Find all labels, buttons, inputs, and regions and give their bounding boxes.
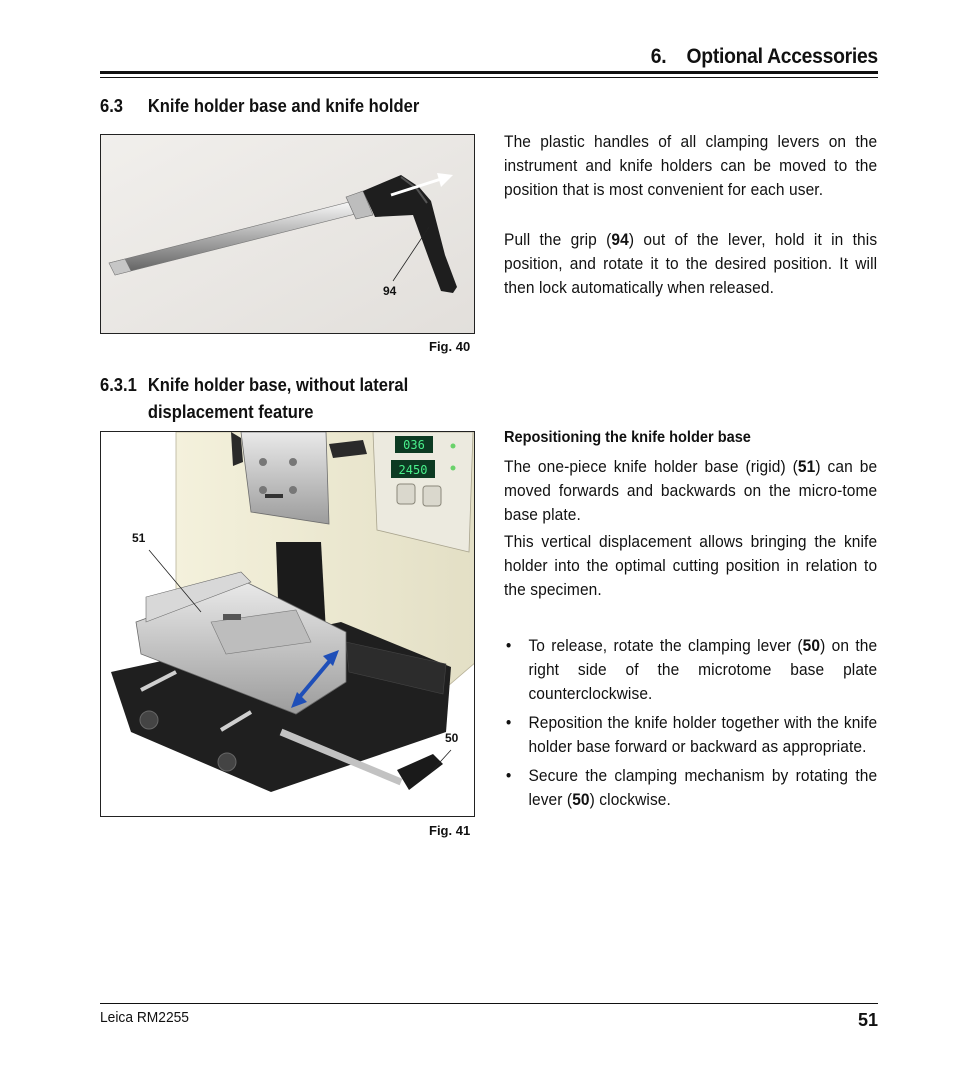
section-6-3-paragraph-1: The plastic handles of all clamping levers on the instrument and knife holders can be moved to the position that is most convenient for each user. (504, 133, 878, 199)
section-6-3-paragraph-2 (504, 228, 877, 300)
text-run: The one-piece knife holder base (rigid) ( (504, 458, 798, 476)
header-rule-thin (100, 77, 878, 78)
callout-50: 50 (445, 731, 459, 745)
section-title: Knife holder base and knife holder (147, 96, 420, 116)
text-run: Reposition the knife holder together with the knife holder base forward or backward as appropriate. (528, 714, 878, 756)
text-run: Pull the grip ( (504, 231, 612, 249)
section-heading-6-3-1 (100, 372, 408, 426)
section-number: 6.3 (100, 96, 124, 116)
knife-holder-lever-photo (101, 135, 475, 334)
microtome-photo (101, 432, 475, 817)
reference-51: 51 (797, 458, 816, 476)
figure-40-image (100, 134, 475, 334)
section-number: 6.3.1 (100, 375, 137, 395)
text-run: ) can be moved forwards and backwards on the micro-tome base plate. (504, 458, 878, 524)
reference-50: 50 (572, 791, 590, 809)
list-item (504, 764, 877, 812)
page-number: 51 (857, 1010, 878, 1030)
figure-41-caption: Fig. 41 (429, 823, 471, 838)
subheading-repositioning: Repositioning the knife holder base (504, 429, 751, 446)
chapter-heading (651, 45, 878, 69)
section-heading-6-3 (100, 96, 419, 117)
figure-41-image (100, 431, 475, 817)
display-top-readout: 036 (403, 438, 425, 452)
chapter-title: Optional Accessories (686, 45, 878, 68)
chapter-number: 6. (650, 45, 667, 68)
reference-50: 50 (802, 637, 821, 655)
section-6-3-1-paragraph-1 (504, 455, 877, 527)
instruction-list (504, 634, 877, 817)
text-run: ) on the right side of the microtome base plate counterclockwise. (528, 637, 878, 703)
footer-rule (100, 1003, 878, 1004)
reference-94: 94 (611, 231, 629, 249)
text-run: ) out of the lever, hold it in this position, and rotate it to the desired position. It will then lock automatically when released. (504, 231, 878, 297)
text-run: To release, rotate the clamping lever ( (528, 637, 803, 655)
section-title-line1: Knife holder base, without lateral (147, 375, 409, 395)
section-6-3-1-paragraph-2: This vertical displacement allows bringing the knife holder into the optimal cutting position in relation to the specimen. (504, 533, 878, 599)
figure-40-caption: Fig. 40 (429, 339, 471, 354)
callout-94: 94 (383, 284, 397, 298)
display-bottom-readout: 2450 (398, 463, 428, 477)
footer-product: Leica RM2255 (100, 1009, 189, 1026)
section-title-line2: displacement feature (147, 402, 314, 422)
header-rule (100, 71, 878, 74)
list-item (504, 711, 877, 759)
callout-51: 51 (132, 531, 146, 545)
list-item (504, 634, 877, 706)
text-run: ) clockwise. (589, 791, 671, 809)
text-run: Secure the clamping mechanism by rotating the lever ( (528, 767, 878, 809)
